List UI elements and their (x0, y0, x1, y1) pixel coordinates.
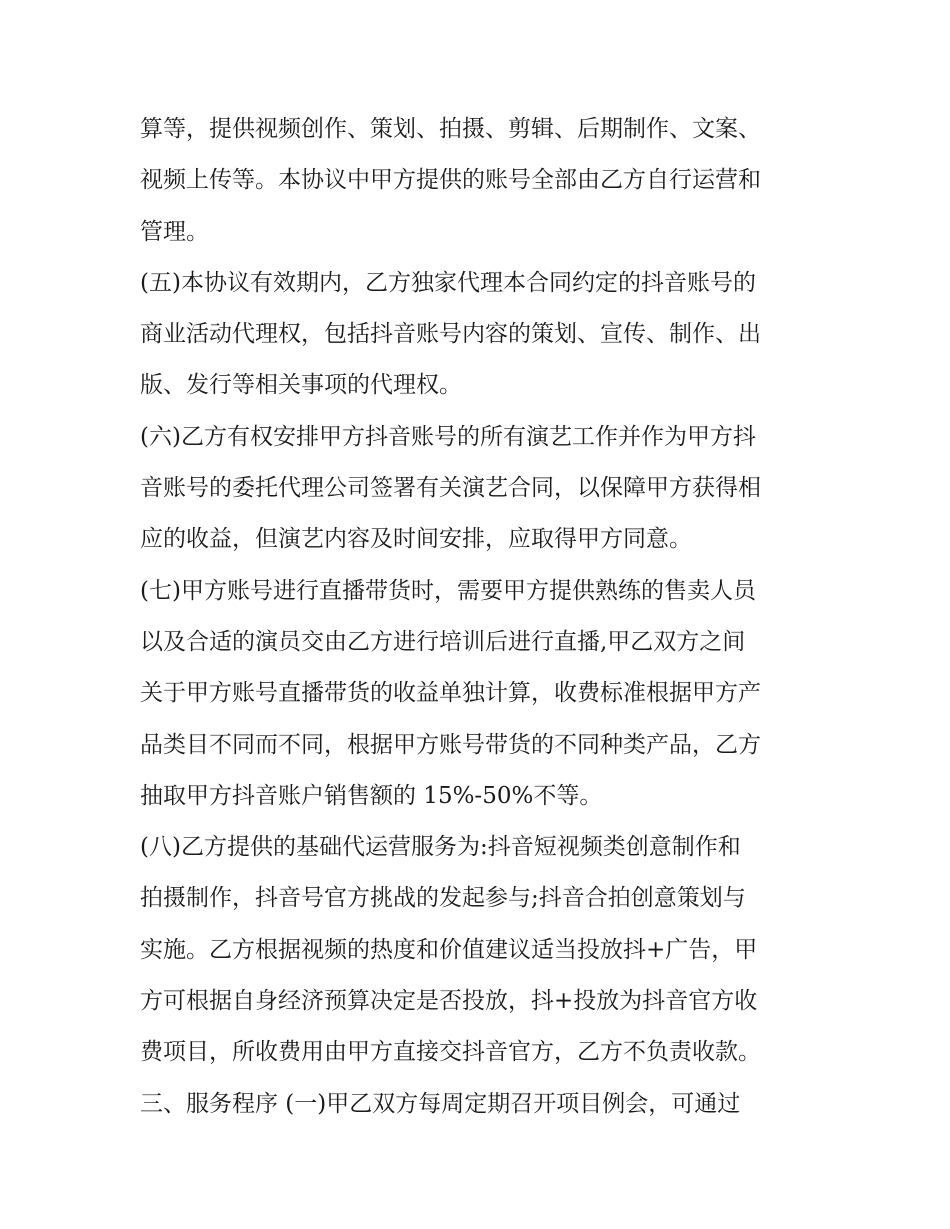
text-line: 算等，提供视频创作、策划、拍摄、剪辑、后期制作、文案、 (140, 116, 761, 142)
text-line: 版、发行等相关事项的代理权。 (140, 372, 462, 399)
text-line: 方可根据自身经济预算决定是否投放，抖+投放为抖音官方收 (140, 988, 758, 1015)
text-line: 视频上传等。本协议中甲方提供的账号全部由乙方自行运营和 (140, 167, 761, 194)
text-line: 商业活动代理权，包括抖音账号内容的策划、宣传、制作、出 (140, 321, 761, 348)
text-line: 拍摄制作，抖音号官方挑战的发起参与;抖音合拍创意策划与 (140, 885, 746, 912)
text-line: 三、服务程序 (一)甲乙双方每周定期召开项目例会，可通过 (140, 1090, 741, 1117)
text-line: 抽取甲方抖音账户销售额的 15%-50%不等。 (140, 782, 603, 809)
text-line: 管理。 (140, 218, 209, 245)
text-line: (七)甲方账号进行直播带货时，需要甲方提供熟练的售卖人员 (140, 577, 756, 604)
text-line: 品类目不同而不同，根据甲方账号带货的不同种类产品，乙方 (140, 731, 761, 758)
text-line: 音账号的委托代理公司签署有关演艺合同，以保障甲方获得相 (140, 475, 761, 502)
text-line: 应的收益，但演艺内容及时间安排，应取得甲方同意。 (140, 526, 692, 553)
document-body-text (140, 104, 830, 1130)
text-line: (八)乙方提供的基础代运营服务为:抖音短视频类创意制作和 (140, 834, 741, 861)
text-line: 以及合适的演员交由乙方进行培训后进行直播,甲乙双方之间 (140, 628, 746, 655)
text-line: 关于甲方账号直播带货的收益单独计算，收费标准根据甲方产 (140, 680, 761, 707)
text-line: (五)本协议有效期内，乙方独家代理本合同约定的抖音账号的 (140, 269, 756, 296)
text-line: (六)乙方有权安排甲方抖音账号的所有演艺工作并作为甲方抖 (140, 423, 756, 450)
text-line: 实施。乙方根据视频的热度和价值建议适当投放抖+广告，甲 (140, 936, 758, 963)
text-line: 费项目，所收费用由甲方直接交抖音官方，乙方不负责收款。 (140, 1039, 761, 1066)
